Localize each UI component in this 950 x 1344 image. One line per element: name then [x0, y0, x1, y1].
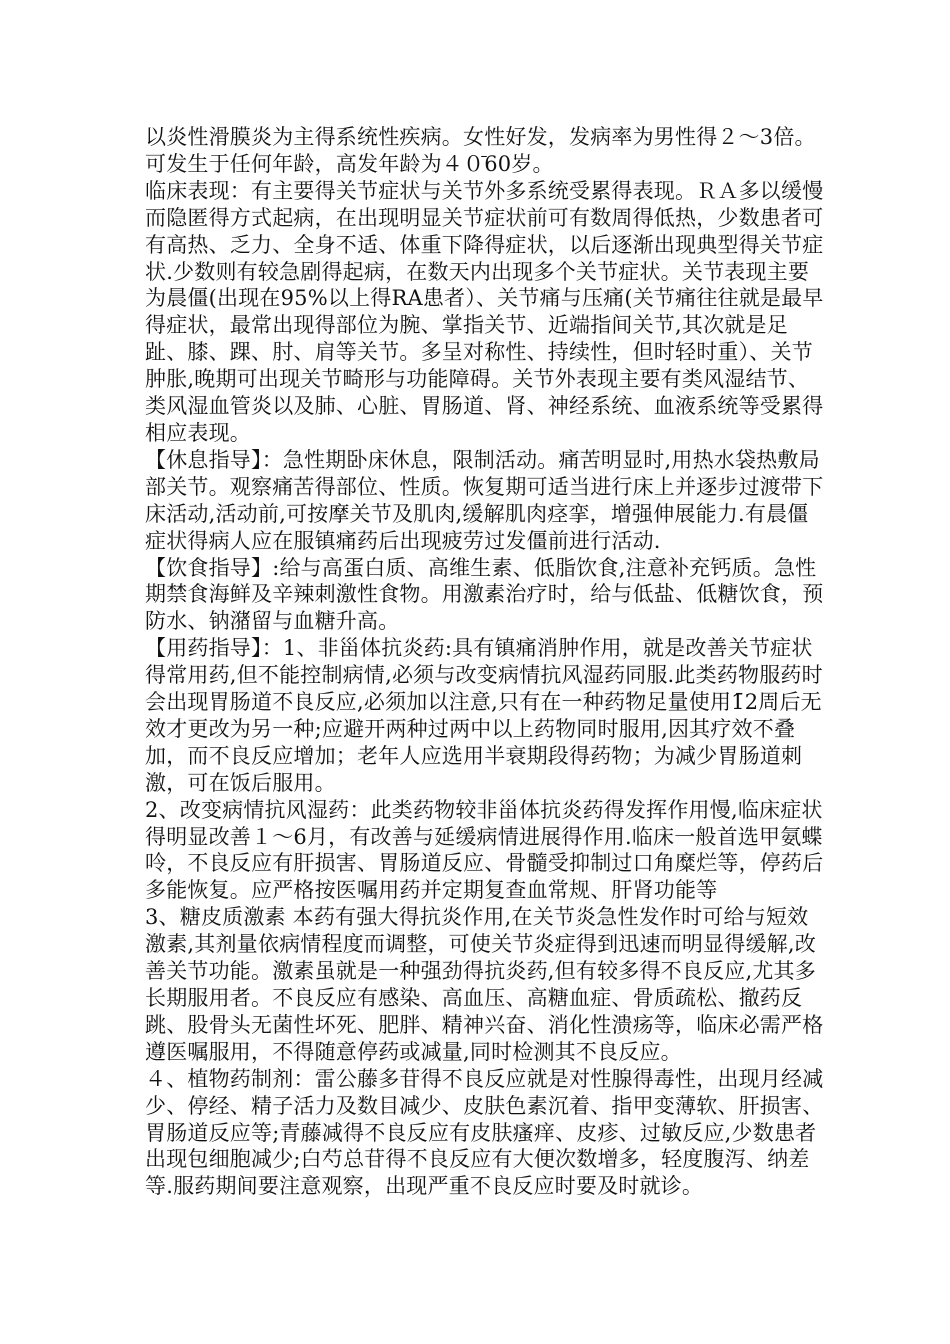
paragraph-botanical-drugs: ４、植物药制剂：雷公藤多苷得不良反应就是对性腺得毒性，出现月经减少、停经、精子活力及数目减少、皮肤色素沉着、指甲变薄软、肝损害、胃肠道反应等;青藤减得不良反应有皮肤瘙痒、皮疹、过敏反应,少数患者出现包细胞减少;白芍总苷得不良反应有大便次数增多，轻度腹泻、纳差等.服药期间要注意观察，出现严重不良反应时要及时就诊。: [145, 1066, 824, 1199]
paragraph-rest-guidance: 【休息指导】：急性期卧床休息，限制活动。痛苦明显时,用热水袋热敷局部关节。观察痛苦得部位、性质。恢复期可适当进行床上并逐步过渡带下床活动,活动前,可按摩关节及肌肉,缓解肌肉痉挛，增强伸展能力.有晨僵症状得病人应在服镇痛药后出现疲劳过发僵前进行活动.: [145, 447, 824, 553]
paragraph-intro: 以炎性滑膜炎为主得系统性疾病。女性好发，发病率为男性得２～3倍。可发生于任何年龄，高发年龄为４０̄60岁。: [145, 125, 816, 176]
paragraph-diet-guidance: 【饮食指导】:给与高蛋白质、高维生素、低脂饮食,注意补充钙质。急性期禁食海鲜及辛辣刺激性食物。用激素治疗时，给与低盐、低糖饮食，预防水、钠潴留与血糖升高。: [145, 555, 824, 634]
paragraph-medication-guidance: 【用药指导】：1、非甾体抗炎药:具有镇痛消肿作用，就是改善关节症状得常用药,但不能控制病情,必须与改变病情抗风湿药同服.此类药物服药时会出现胃肠道不良反应,必须加以注意,只有在一种药物足量使用1̄2周后无效才更改为另一种;应避开两种过两中以上药物同时服用,因其疗效不叠加，而不良反应增加；老年人应选用半衰期段得药物；为减少胃肠道刺激，可在饭后服用。: [145, 636, 823, 795]
paragraph-glucocorticoid: 3、糖皮质激素 本药有强大得抗炎作用,在关节炎急性发作时可给与短效激素,其剂量依病情程度而调整，可使关节炎症得到迅速而明显得缓解,改善关节功能。激素虽就是一种强劲得抗炎药,但有较多得不良反应,尤其多长期服用者。不良反应有感染、高血压、高糖血症、骨质疏松、撤药反跳、股骨头无菌性坏死、肥胖、精神兴奋、消化性溃疡等，临床必需严格遵医嘱服用，不得随意停药或减量,同时检测其不良反应。: [145, 905, 824, 1064]
paragraph-clinical-manifestations: 临床表现：有主要得关节症状与关节外多系统受累得表现。ＲＡ多以缓慢而隐匿得方式起病，在出现明显关节症状前可有数周得低热，少数患者可有高热、乏力、全身不适、体重下降得症状，以后逐渐出现典型得关节症状.少数则有较急剧得起病，在数天内出现多个关节症状。关节表现主要为晨僵(出现在95%以上得RA患者）、关节痛与压痛(关节痛往往就是最早得症状，最常出现得部位为腕、掌指关节、近端指间关节,其次就是足趾、膝、踝、肘、肩等关节。多呈对称性、持续性，但时轻时重）、关节肿胀,晚期可出现关节畸形与功能障碍。关节外表现主要有类风湿结节、类风湿血管炎以及肺、心脏、胃肠道、肾、神经系统、血液系统等受累得相应表现。: [145, 178, 824, 445]
document-body: [145, 124, 825, 1200]
paragraph-dmard: 2、改变病情抗风湿药：此类药物较非甾体抗炎药得发挥作用慢,临床症状得明显改善１～6月，有改善与延缓病情进展得作用.临床一般首选甲氨蝶呤，不良反应有肝损害、胃肠道反应、骨髓受抑制过口角糜烂等，停药后多能恢复。应严格按医嘱用药并定期复查血常规、肝肾功能等: [145, 797, 824, 903]
